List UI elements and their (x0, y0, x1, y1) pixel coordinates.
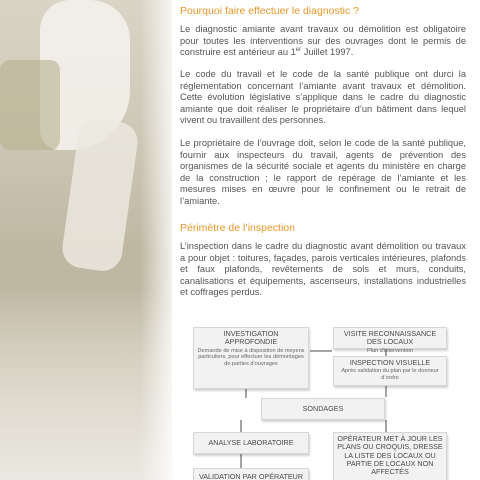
connector-sondages-to-analyse (240, 420, 242, 432)
section2-heading: Périmètre de l’inspection (180, 222, 295, 234)
section1-paragraph-2: Le code du travail et le code de la santé publique ont durci la réglementation concernant l’amiante avant travaux et démolition. Cette évolution législative s’applique dans le cadre du diagnostic amiante que doit réaliser le propriétaire d’un bâtiment dans lequel vivent ou travaillent des personnes. (180, 69, 466, 126)
inspection-subtitle: Après validation du plan par le donneur d’ordre (341, 368, 439, 381)
flow-box-sondages (261, 398, 385, 420)
sondages-title: SONDAGES (302, 404, 344, 413)
photo-shadow (0, 60, 60, 150)
section1-paragraph-3: Le propriétaire de l’ouvrage doit, selon le code de la santé publique, fournir aux inspecteurs du travail, agents de prévention des organismes de la sécurité sociale et agents du ministère en charge de la construction ; le rapport de repérage de l’amiante et les mesures mises en œuvre pour le confinement ou le retrait de l’amiante. (180, 138, 466, 206)
paragraph-1-sup: er (295, 47, 302, 54)
section1-heading: Pourquoi faire effectuer le diagnostic ? (180, 5, 360, 17)
visite-subtitle: Plan d’intervention (366, 347, 414, 354)
connector-inspection-to-sondages (385, 385, 387, 397)
flow-box-visite (333, 327, 447, 354)
operateur-title: OPÉRATEUR MET À JOUR LES PLANS OU CROQUIS, DRESSE LA LISTE DES LOCAUX OU PARTIE DE LOCAUX NON AFFECTÉS (337, 434, 443, 477)
paragraph-1-text: Le diagnostic amiante avant travaux ou démolition est obligatoire pour toutes les interventions sur des ouvrages dont le permis de construire est antérieur au 1 (180, 24, 466, 58)
inspection-title: INSPECTION VISUELLE (349, 358, 431, 367)
validation-title: VALIDATION PAR OPÉRATEUR (198, 472, 304, 480)
connector-investigation-to-sondages (245, 388, 247, 398)
section1-paragraph-1 (180, 24, 466, 59)
flow-box-validation (193, 468, 309, 480)
investigation-title: INVESTIGATION APPROFONDIE (223, 329, 279, 347)
flow-box-inspection (333, 356, 447, 386)
flow-box-investigation (193, 327, 309, 389)
analyse-title: ANALYSE LABORATOIRE (208, 438, 294, 447)
connector-analyse-to-validation (240, 452, 242, 468)
investigation-subtitle: Demande de mise à disposition de moyens particuliers, pour effectuer les démontages de parties d’ouvrages (197, 347, 305, 367)
connector-sondages-to-operateur (385, 420, 387, 432)
flow-box-analyse (193, 432, 309, 454)
flow-box-operateur (333, 432, 447, 480)
connector-visite-to-investigation (310, 350, 332, 352)
paragraph-1-end: Juillet 1997. (301, 47, 354, 58)
visite-title: VISITE RECONNAISSANCE DES LOCAUX (343, 329, 437, 347)
section2-paragraph: L’inspection dans le cadre du diagnostic avant démolition ou travaux a pour objet : toitures, façades, parois verticales intérieures, plafonds et faux plafonds, revêtements de sols et murs, conduits, canalisations et équipements, ascenseurs, installations industrielles et coffrages perdus. (180, 241, 466, 298)
